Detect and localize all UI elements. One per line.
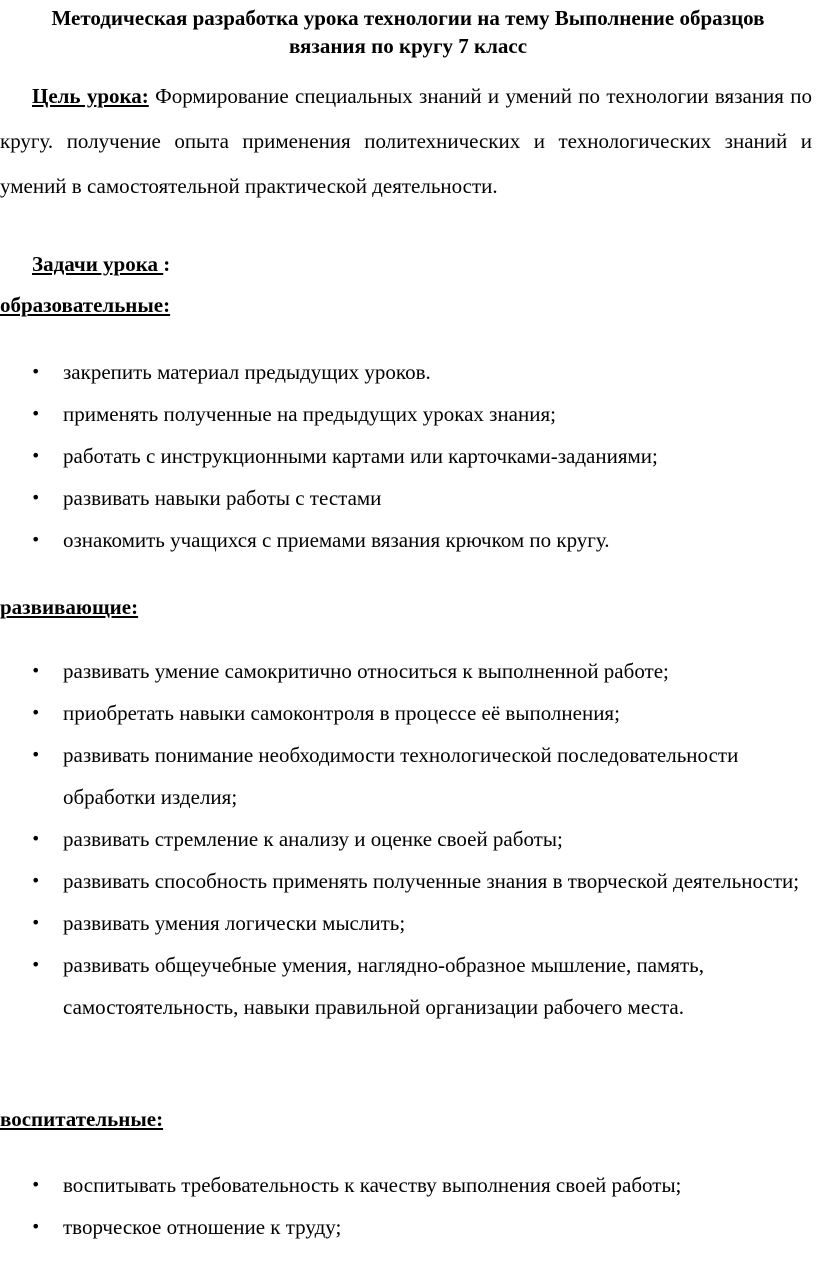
list-item: • развивать способность применять полученные знания в творческой деятельности; [0,860,812,902]
lesson-goal-text: Формирование специальных знаний и умений по технологии вязания по кругу. получение опыта применения политехнических и технологических знаний и умений в самостоятельной практической деятельности. [0,84,812,198]
section-heading-developmental: развивающие: [0,595,139,619]
list-item: • развивать понимание необходимости технологической последовательности обработки изделия; [0,734,812,818]
list-item: • развивать навыки работы с тестами [0,477,812,519]
section-heading-upbringing: воспитательные: [0,1107,164,1131]
list-item: • развивать умения логически мыслить; [0,902,812,944]
developmental-list [0,650,812,1028]
lesson-tasks-colon: : [163,252,171,276]
lesson-goal [0,74,812,209]
lesson-tasks-label: Задачи урока [32,252,164,276]
lesson-tasks-heading [32,244,170,284]
list-item: • применять полученные на предыдущих уроках знания; [0,393,812,435]
educational-list [0,351,812,561]
document-title: Методическая разработка урока технологии на тему Выполнение образцов вязания по кругу 7 класс [51,6,765,58]
list-item: • работать с инструкционными картами или карточками-заданиями; [0,435,812,477]
lesson-goal-label: Цель урока: [32,84,149,108]
list-item: • творческое отношение к труду; [0,1206,812,1248]
list-item: • закрепить материал предыдущих уроков. [0,351,812,393]
list-item: • приобретать навыки самоконтроля в процессе её выполнения; [0,692,812,734]
upbringing-list [0,1164,812,1248]
section-heading-educational: образовательные: [0,293,171,317]
list-item: • ознакомить учащихся с приемами вязания крючком по кругу. [0,519,812,561]
list-item: • воспитывать требовательность к качеству выполнения своей работы; [0,1164,812,1206]
list-item: • развивать стремление к анализу и оценке своей работы; [0,818,812,860]
list-item: • развивать умение самокритично относиться к выполненной работе; [0,650,812,692]
list-item: • развивать общеучебные умения, наглядно-образное мышление, память, самостоятельность, навыки правильной организации рабочего места. [0,944,812,1028]
